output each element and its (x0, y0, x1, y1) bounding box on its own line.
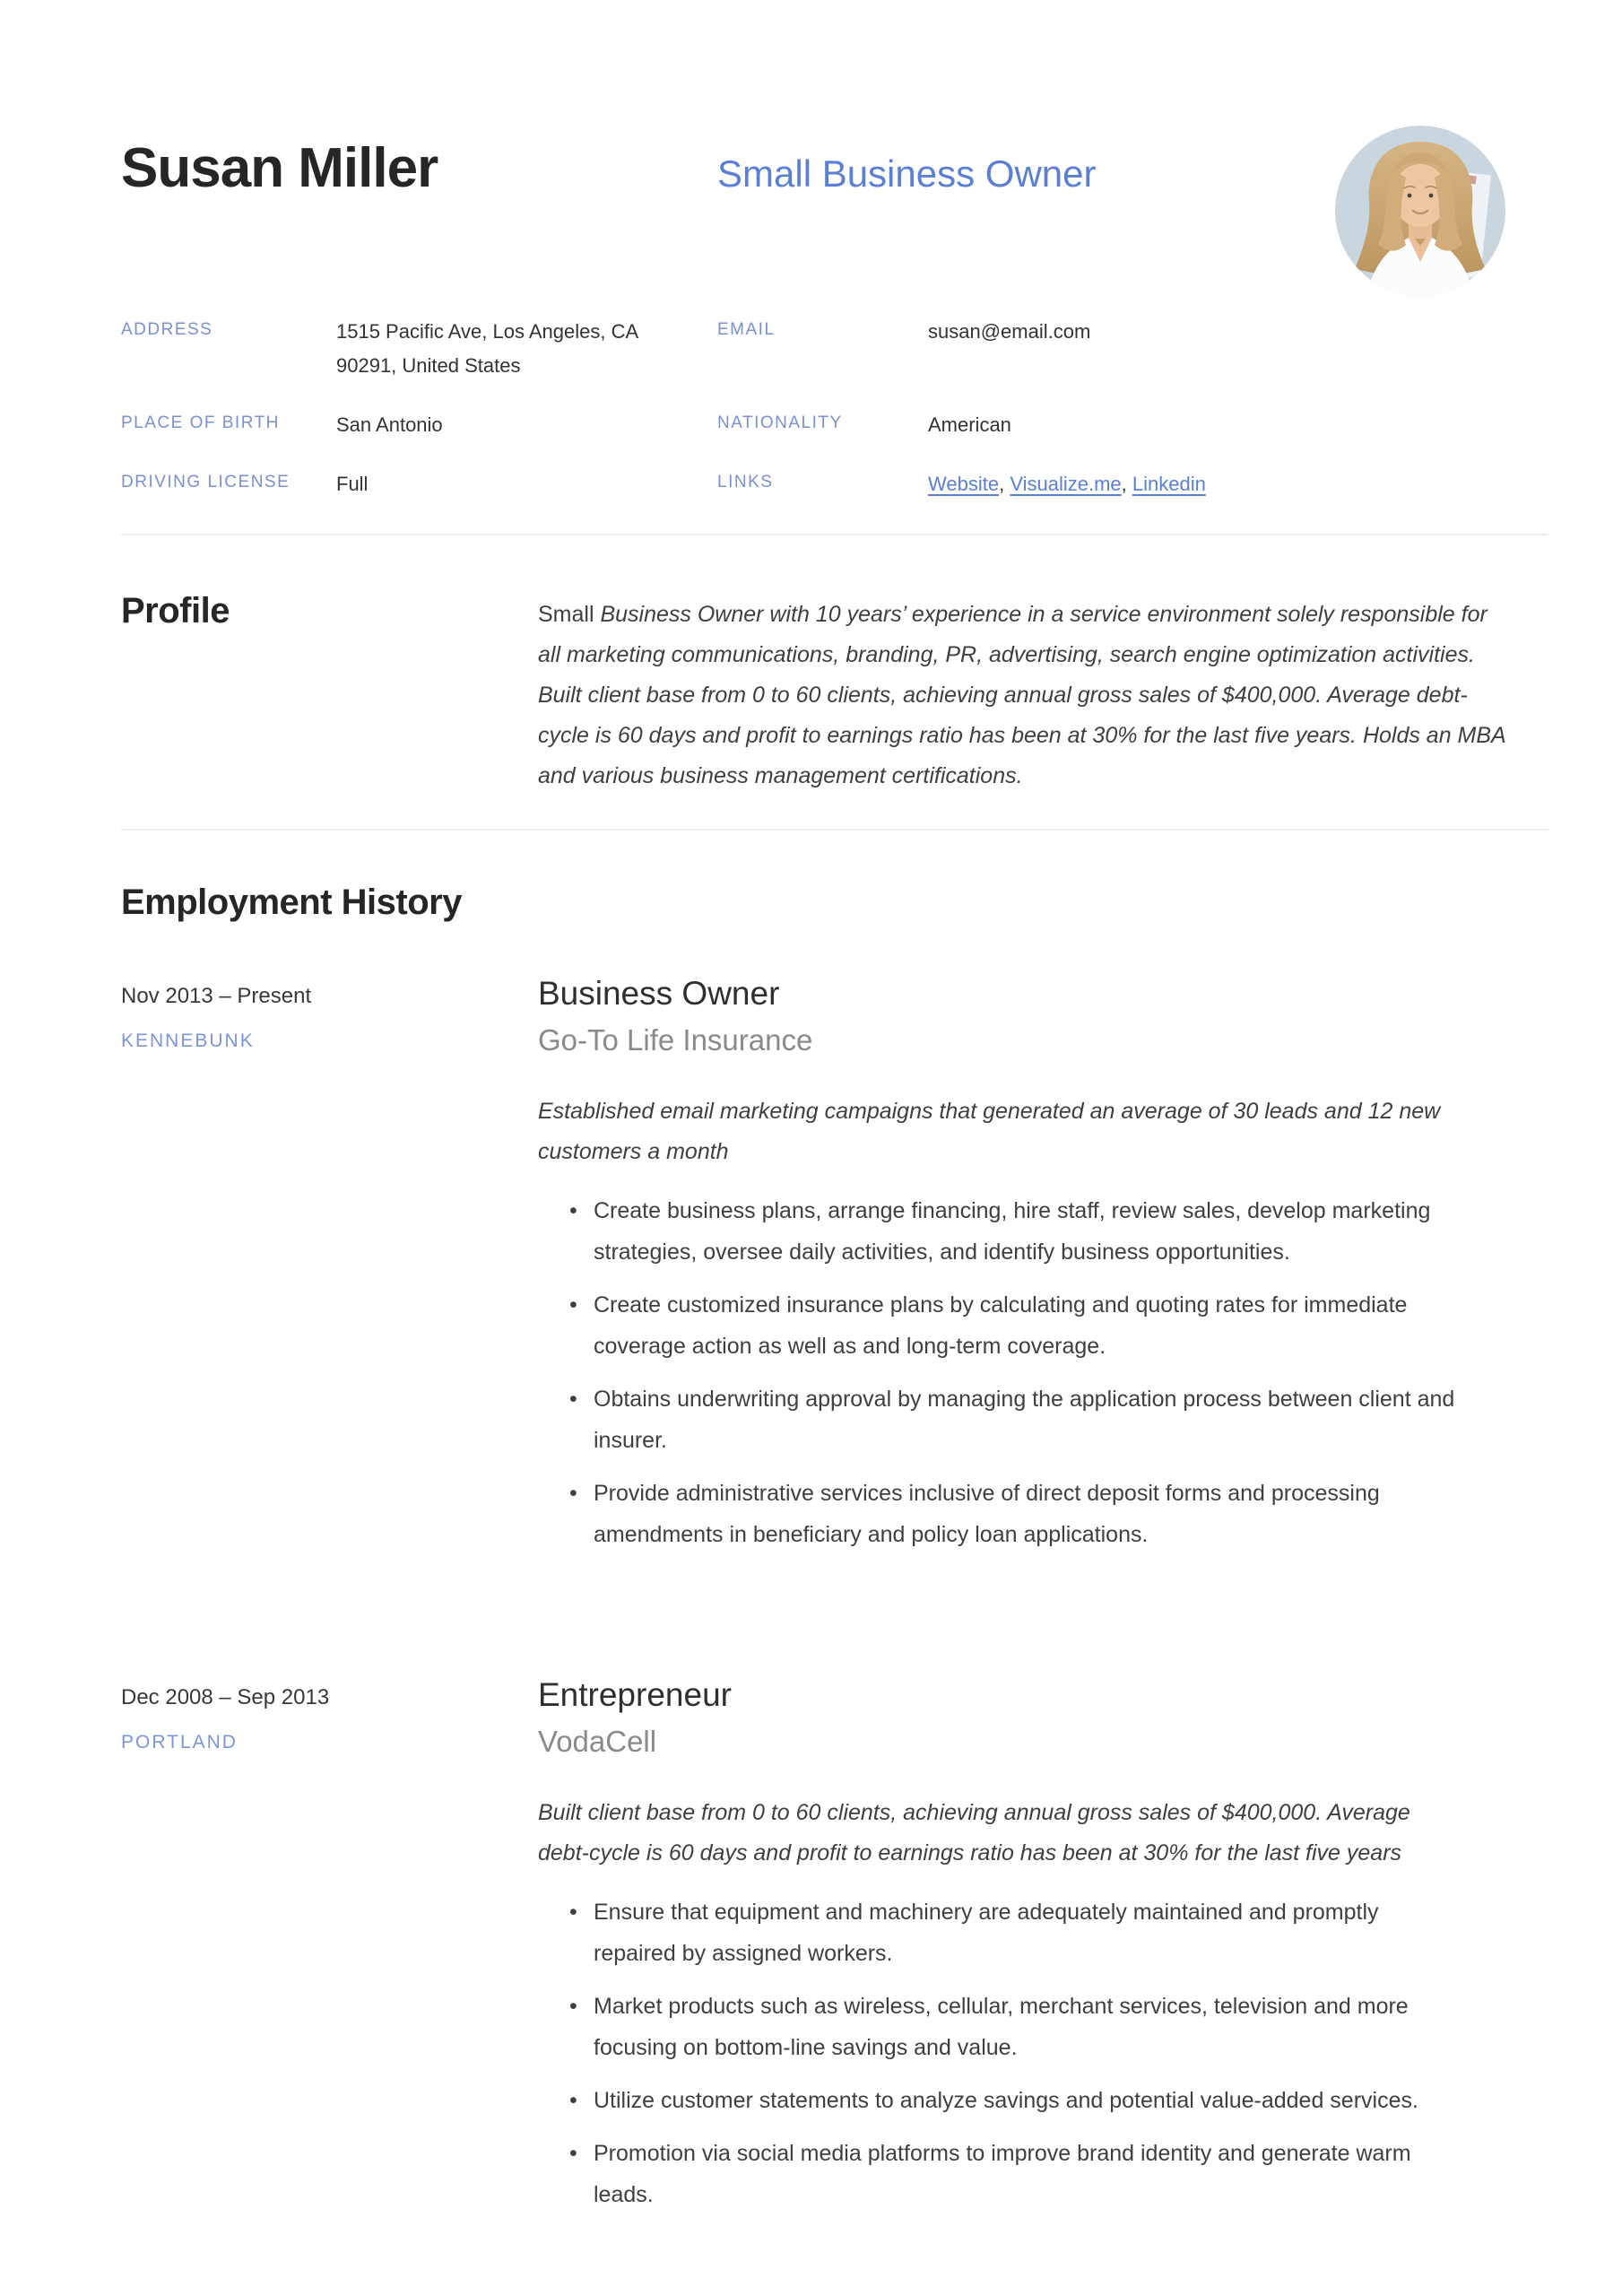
profile-section (121, 591, 1505, 796)
nationality-label: NATIONALITY (717, 413, 843, 432)
divider (121, 534, 1548, 535)
job-dates: Nov 2013 – Present (121, 984, 312, 1008)
visualize-me-link[interactable]: Visualize.me (1010, 473, 1122, 495)
linkedin-link[interactable]: Linkedin (1132, 473, 1206, 495)
job-details (538, 975, 1505, 1567)
divider (121, 829, 1548, 831)
person-job-title: Small Business Owner (717, 152, 1097, 195)
link-separator: , (1121, 473, 1132, 495)
job-bullet: • Obtains underwriting approval by managing the application process between client and insurer. (538, 1378, 1457, 1461)
job-details (538, 1676, 1505, 2227)
email-value: susan@email.com (928, 320, 1091, 343)
job-company: Go-To Life Insurance (538, 1023, 813, 1057)
job-bullet: • Create business plans, arrange financing, hire staff, review sales, develop marketing strategies, oversee daily activities, and identify business opportunities. (538, 1190, 1457, 1273)
job-bullet: • Promotion via social media platforms to improve brand identity and generate warm leads. (538, 2133, 1457, 2215)
job-bullet-list (538, 1190, 1457, 1555)
contact-section (121, 315, 1505, 501)
nationality-value: American (928, 413, 1011, 436)
job-bullet-list (538, 1892, 1457, 2215)
link-separator: , (999, 473, 1010, 495)
profile-photo (1335, 126, 1505, 296)
profile-body: Business Owner with 10 years’ experience in a service environment solely responsible for all marketing communications, branding, PR, advertising, search engine optimization activities. Built client base from 0 to 60 clients, achieving annual gross sales of $400,000. Average debt-cycle is 60 days and profit to earnings ratio has been at 30% for the last five years. Holds an MBA and various business management certifications. (538, 602, 1505, 788)
job-location: PORTLAND (121, 1732, 238, 1752)
profile-photo-illustration (1335, 126, 1505, 296)
job-summary: Established email marketing campaigns that generated an average of 30 leads and 12 new customers a month (538, 1099, 1441, 1164)
job-location: KENNEBUNK (121, 1031, 255, 1051)
email-label: EMAIL (717, 320, 776, 339)
address-value: 1515 Pacific Ave, Los Angeles, CA 90291, United States (336, 320, 638, 377)
job-meta (121, 1676, 538, 2227)
driving-license-value: Full (336, 473, 369, 495)
job-company: VodaCell (538, 1725, 657, 1758)
job-bullet: • Provide administrative services inclusive of direct deposit forms and processing amendments in beneficiary and policy loan applications. (538, 1473, 1457, 1555)
address-label: ADDRESS (121, 320, 213, 339)
job-dates: Dec 2008 – Sep 2013 (121, 1685, 330, 1709)
driving-license-label: DRIVING LICENSE (121, 473, 291, 491)
profile-text (538, 595, 1505, 796)
employment-heading: Employment History (121, 883, 462, 922)
job-title: Entrepreneur (538, 1676, 732, 1713)
profile-lead: Small (538, 602, 601, 627)
job-summary: Built client base from 0 to 60 clients, achieving annual gross sales of $400,000. Average debt-cycle is 60 days and profit to earnings ratio has been at 30% for the last five years (538, 1800, 1410, 1866)
job-bullet: • Market products such as wireless, cellular, merchant services, television and more focusing on bottom-line savings and value. (538, 1986, 1457, 2068)
place-of-birth-label: PLACE OF BIRTH (121, 413, 280, 432)
job-bullet: • Create customized insurance plans by calculating and quoting rates for immediate coverage action as well as and long-term coverage. (538, 1284, 1457, 1367)
website-link[interactable]: Website (928, 473, 1000, 495)
header (121, 0, 1505, 200)
employment-section (121, 883, 1505, 2227)
job-bullet: • Utilize customer statements to analyze savings and potential value-added services. (538, 2080, 1457, 2121)
job-entry (121, 1676, 1505, 2227)
job-bullet: • Ensure that equipment and machinery are adequately maintained and promptly repaired by assigned workers. (538, 1892, 1457, 1974)
links-value (928, 467, 1505, 501)
place-of-birth-value: San Antonio (336, 413, 443, 436)
job-title: Business Owner (538, 975, 780, 1012)
job-entry (121, 975, 1505, 1567)
person-name: Susan Miller (121, 137, 438, 199)
links-label: LINKS (717, 473, 774, 491)
job-meta (121, 975, 538, 1567)
profile-heading: Profile (121, 591, 230, 631)
